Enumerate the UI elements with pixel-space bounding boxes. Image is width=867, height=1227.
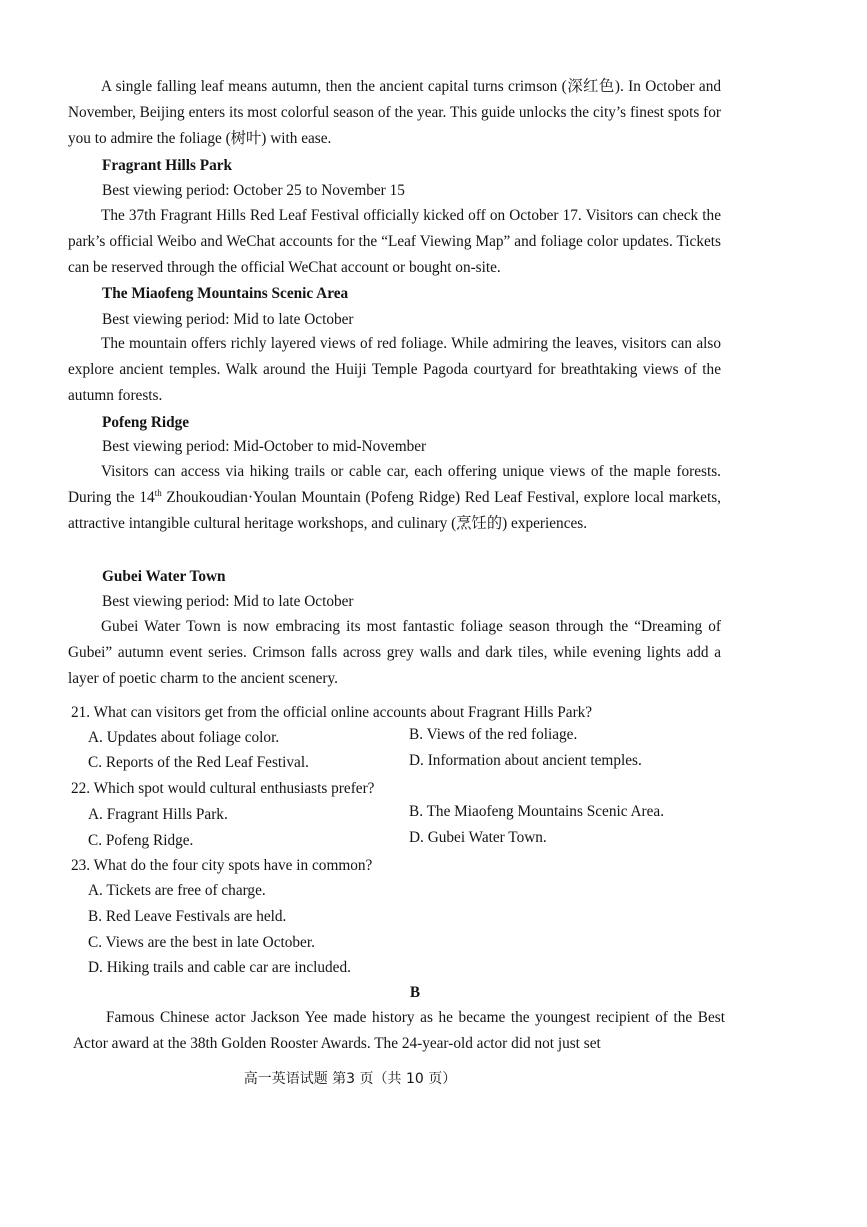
intro-paragraph: A single falling leaf means autumn, then the ancient capital turns crimson (深红色). In October and November, Beijing enters its most colorful season of the year. This guide unlocks the city’s finest spots for you to admire the foliage (树叶) with ease. xyxy=(68,78,721,147)
question-21-stem: 21. What can visitors get from the official online accounts about Fragrant Hills Park? xyxy=(71,704,593,721)
spot-desc-pofeng-part1: Visitors can access via hiking trails or cable car, each offering unique views of the maple forests. During the 14 xyxy=(68,463,721,506)
question-23-option-a: A. Tickets are free of charge. xyxy=(88,882,266,899)
question-21-option-d: D. Information about ancient temples. xyxy=(409,752,642,769)
question-21-option-a: A. Updates about foliage color. xyxy=(88,729,280,746)
spot-heading-miaofeng: The Miaofeng Mountains Scenic Area xyxy=(102,285,349,302)
spot-desc-pofeng xyxy=(68,459,721,537)
question-23-stem: 23. What do the four city spots have in common? xyxy=(71,857,373,874)
spot-heading-gubei: Gubei Water Town xyxy=(102,568,226,585)
question-22-option-c: C. Pofeng Ridge. xyxy=(88,832,194,849)
spot-desc-gubei: Gubei Water Town is now embracing its most fantastic foliage season through the “Dreaming of Gubei” autumn event series. Crimson falls across grey walls and dark tiles, while evening lights add a layer of poetic charm to the ancient scenery. xyxy=(68,618,721,687)
question-23-option-b: B. Red Leave Festivals are held. xyxy=(88,908,287,925)
question-23-option-c: C. Views are the best in late October. xyxy=(88,934,315,951)
question-22-option-d: D. Gubei Water Town. xyxy=(409,829,547,846)
question-22-option-a: A. Fragrant Hills Park. xyxy=(88,806,228,823)
spot-period-fragrant-hills: Best viewing period: October 25 to November 15 xyxy=(102,182,405,199)
question-22-option-b: B. The Miaofeng Mountains Scenic Area. xyxy=(409,803,665,820)
question-22-stem: 22. Which spot would cultural enthusiasts prefer? xyxy=(71,780,375,797)
spot-desc-pofeng-part2: Zhoukoudian·Youlan Mountain (Pofeng Ridge) Red Leaf Festival, explore local markets, attractive intangible cultural heritage workshops, and culinary (烹饪的) experiences. xyxy=(68,489,721,532)
spot-heading-fragrant-hills: Fragrant Hills Park xyxy=(102,157,233,174)
spot-desc-miaofeng: The mountain offers richly layered views of red foliage. While admiring the leaves, visitors can also explore ancient temples. Walk around the Huiji Temple Pagoda courtyard for breathtaking views of the autumn forests. xyxy=(68,335,721,404)
spot-period-gubei: Best viewing period: Mid to late October xyxy=(102,593,354,610)
spot-period-miaofeng: Best viewing period: Mid to late October xyxy=(102,311,354,328)
spot-period-pofeng: Best viewing period: Mid-October to mid-November xyxy=(102,438,427,455)
spot-heading-pofeng: Pofeng Ridge xyxy=(102,414,190,431)
section-b-heading: B xyxy=(409,984,421,1001)
page-footer: 高一英语试题 第3 页（共 10 页） xyxy=(243,1071,457,1087)
spot-desc-fragrant-hills: The 37th Fragrant Hills Red Leaf Festival officially kicked off on October 17. Visitors can check the park’s official Weibo and WeChat accounts for the “Leaf Viewing Map” and foliage color updates. Tickets can be reserved through the official WeChat account or bought on-site. xyxy=(68,207,721,276)
section-b-paragraph: Famous Chinese actor Jackson Yee made history as he became the youngest recipient of the Best Actor award at the 38th Golden Rooster Awards. The 24-year-old actor did not just set xyxy=(73,1009,725,1052)
question-21-option-b: B. Views of the red foliage. xyxy=(409,726,578,743)
question-23-option-d: D. Hiking trails and cable car are included. xyxy=(88,959,351,976)
question-21-option-c: C. Reports of the Red Leaf Festival. xyxy=(88,754,309,771)
ordinal-suffix: th xyxy=(154,487,162,498)
